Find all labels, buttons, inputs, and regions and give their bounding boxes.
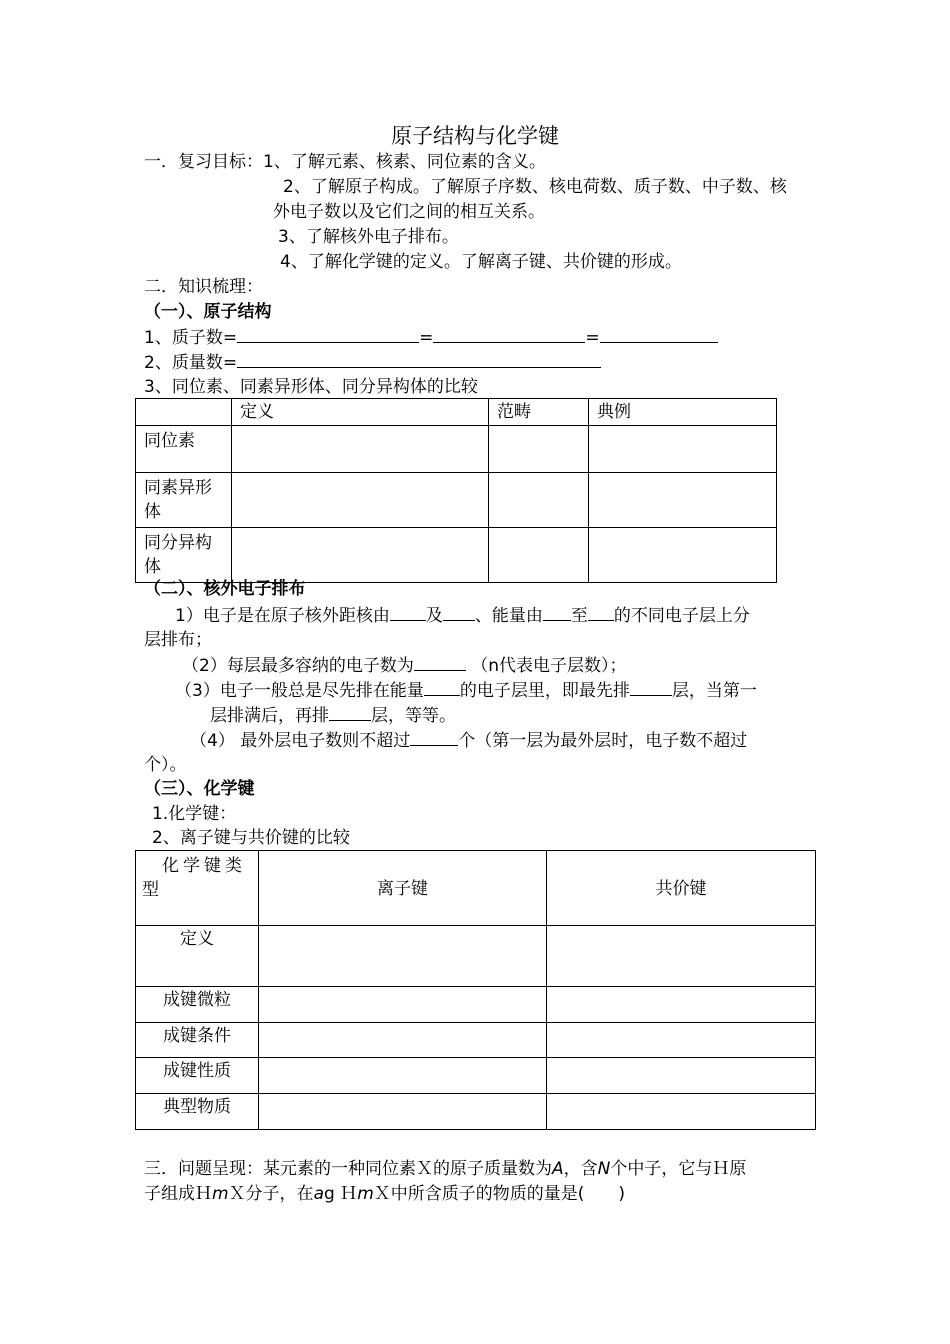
table1-header-example: 典例 xyxy=(589,399,777,426)
table-cell[interactable] xyxy=(232,528,489,583)
goals-line-1 xyxy=(144,150,546,174)
rule4-text-a: （4） 最外层电子数则不超过 xyxy=(190,731,411,751)
rule1-blank-3[interactable] xyxy=(543,603,571,621)
mass-number-line xyxy=(144,350,601,375)
bond-comparison-caption: 2、离子键与共价键的比较 xyxy=(152,828,350,848)
var-a: A xyxy=(552,1159,564,1179)
proton-label: 1、质子数= xyxy=(144,328,238,348)
proton-blank-1[interactable] xyxy=(237,325,419,343)
table-cell[interactable] xyxy=(259,1094,547,1130)
rule2-text-a: （2）每层最多容纳的电子数为 xyxy=(182,656,414,676)
table-cell[interactable] xyxy=(547,1094,816,1130)
table-cell[interactable] xyxy=(259,1023,547,1058)
comparison-caption: 3、同位素、同素异形体、同分异构体的比较 xyxy=(144,377,478,397)
table-cell[interactable] xyxy=(232,473,489,528)
part1-heading: （一）、原子结构 xyxy=(144,302,272,322)
table-cell[interactable] xyxy=(259,926,547,987)
table2-row-particles: 成键微粒 xyxy=(136,987,259,1023)
problem-text-e: Ｘ分子，在 xyxy=(228,1184,314,1204)
problem-text-a: 三．问题呈现：某元素的一种同位素Ｘ的原子质量数为 xyxy=(144,1159,552,1179)
table-cell[interactable] xyxy=(259,1058,547,1094)
rule2-text-b: （n代表电子层数）； xyxy=(465,656,627,676)
table1-row-allotrope: 同素异形体 xyxy=(136,473,232,528)
table-cell[interactable] xyxy=(259,987,547,1023)
rule1-text-a: 1）电子是在原子核外距核由 xyxy=(175,606,390,626)
electron-rule-4 xyxy=(190,728,747,753)
table-cell[interactable] xyxy=(489,473,589,528)
table-cell[interactable] xyxy=(547,926,816,987)
table2-row-substances: 典型物质 xyxy=(136,1094,259,1130)
var-m-2: m xyxy=(357,1184,374,1204)
problem-line-2 xyxy=(144,1182,625,1206)
table2-corner-b: 型 xyxy=(142,880,159,900)
rule4-text-b: 个（第一层为最外层时，电子数不超过 xyxy=(458,731,748,751)
problem-line-1 xyxy=(144,1157,746,1181)
table1-row-isomer: 同分异构体 xyxy=(136,528,232,583)
rule3b-blank[interactable] xyxy=(329,703,371,721)
table-cell[interactable] xyxy=(547,1023,816,1058)
goal-item-2b: 外电子数以及它们之间的相互关系。 xyxy=(273,202,545,222)
goal-item-2a: 2、了解原子构成。了解原子序数、核电荷数、质子数、中子数、核 xyxy=(283,177,787,197)
table1-row-isotope: 同位素 xyxy=(136,426,232,473)
table-cell[interactable] xyxy=(589,426,777,473)
rule3-text-c: 层，当第一 xyxy=(671,681,757,701)
problem-text-b: ，含 xyxy=(563,1159,598,1179)
rule1-blank-2[interactable] xyxy=(443,603,475,621)
electron-rule-2 xyxy=(182,653,627,678)
goal-item-3: 3、了解核外电子排布。 xyxy=(278,227,459,247)
problem-text-f: g Ｈ xyxy=(323,1184,358,1204)
electron-rule-3b xyxy=(210,703,456,728)
rule1-blank-1[interactable] xyxy=(390,603,426,621)
table2-row-definition: 定义 xyxy=(136,926,259,987)
table-cell[interactable] xyxy=(547,1058,816,1094)
rule3b-text-a: 层排满后，再排 xyxy=(210,706,329,726)
table1-header-definition: 定义 xyxy=(232,399,489,426)
var-a-mass: a xyxy=(313,1184,324,1204)
isotope-comparison-table xyxy=(135,398,777,583)
goal-item-1: 1、了解元素、核素、同位素的含义。 xyxy=(263,152,546,172)
table1-header-scope: 范畴 xyxy=(489,399,589,426)
bond-comparison-table xyxy=(135,850,816,1130)
table-cell[interactable] xyxy=(489,426,589,473)
table-cell[interactable] xyxy=(232,426,489,473)
rule1-text-b: 及 xyxy=(425,606,443,626)
proton-blank-3[interactable] xyxy=(600,325,718,343)
var-m: m xyxy=(212,1184,229,1204)
proton-number-line xyxy=(144,325,718,350)
rule1-text-e: 的不同电子层上分 xyxy=(613,606,750,626)
rule4-blank-1[interactable] xyxy=(410,728,458,746)
problem-text-d: 子组成Ｈ xyxy=(144,1184,212,1204)
part3-heading: （三）、化学键 xyxy=(144,779,255,799)
chemical-bond-line: 1.化学键： xyxy=(152,804,237,824)
rule3-blank-2[interactable] xyxy=(630,678,672,696)
rule3-text-a: （3）电子一般总是尽先排在能量 xyxy=(175,681,424,701)
electron-rule-1b: 层排布； xyxy=(144,630,212,650)
table2-row-properties: 成键性质 xyxy=(136,1058,259,1094)
mass-label: 2、质量数= xyxy=(144,353,238,373)
table1-header-empty xyxy=(136,399,232,426)
table2-header-ionic: 离子键 xyxy=(259,851,547,926)
rule1-text-d: 至 xyxy=(570,606,588,626)
electron-rule-4b: 个）。 xyxy=(144,755,187,775)
var-n: N xyxy=(597,1159,611,1179)
equals-2: = xyxy=(585,328,600,348)
table-cell[interactable] xyxy=(589,528,777,583)
problem-text-c: 个中子，它与Ｈ原 xyxy=(610,1159,747,1179)
rule3-text-b: 的电子层里，即最先排 xyxy=(459,681,630,701)
table2-corner-a: 化学键类 xyxy=(162,856,246,876)
table2-header-covalent: 共价键 xyxy=(547,851,816,926)
table2-corner xyxy=(136,851,259,926)
goals-heading: 一．复习目标： xyxy=(144,152,263,172)
electron-rule-3 xyxy=(175,678,757,703)
electron-rule-1 xyxy=(175,603,750,628)
rule3-blank-1[interactable] xyxy=(424,678,460,696)
rule2-blank[interactable] xyxy=(414,653,466,671)
table2-row-conditions: 成键条件 xyxy=(136,1023,259,1058)
table-cell[interactable] xyxy=(547,987,816,1023)
part2-heading: （二）、核外电子排布 xyxy=(144,579,306,599)
table-cell[interactable] xyxy=(589,473,777,528)
rule1-text-c: 、能量由 xyxy=(474,606,543,626)
rule3b-text-b: 层，等等。 xyxy=(371,706,456,726)
equals-1: = xyxy=(419,328,434,348)
goal-item-4: 4、了解化学键的定义。了解离子键、共价键的形成。 xyxy=(280,252,682,272)
rule1-blank-4[interactable] xyxy=(588,603,614,621)
proton-blank-2[interactable] xyxy=(433,325,585,343)
table-cell[interactable] xyxy=(489,528,589,583)
section-2-heading: 二．知识梳理： xyxy=(144,277,263,297)
page-title: 原子结构与化学键 xyxy=(391,124,559,148)
mass-blank[interactable] xyxy=(237,350,601,368)
problem-text-g: Ｘ中所含质子的物质的量是( ) xyxy=(373,1184,626,1204)
